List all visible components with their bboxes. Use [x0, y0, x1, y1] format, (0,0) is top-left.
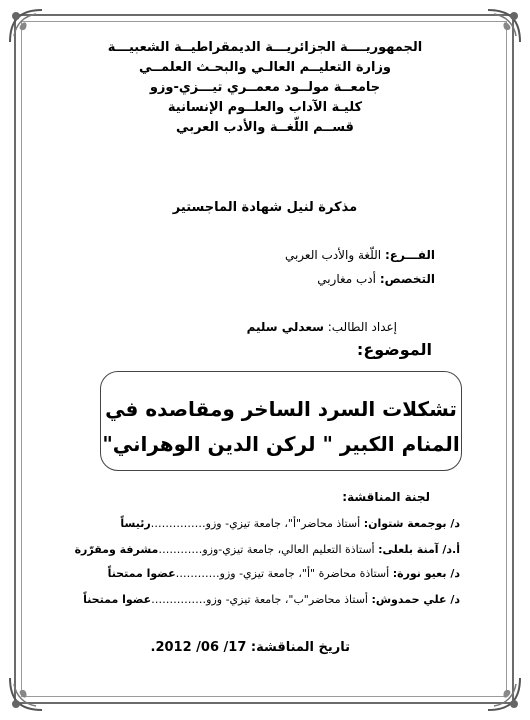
student-label: إعداد الطالب: [327, 320, 397, 334]
member-name: د/ بعيو نورة: [392, 567, 460, 580]
institution-header [60, 38, 470, 138]
floral-corner-ornament-icon [6, 6, 46, 46]
defense-date [150, 640, 350, 655]
member-description: أستاذة التعليم العالي، جامعة تيزي-وزو………… [158, 543, 379, 556]
thesis-title-line-1: تشكلات السرد الساخر ومقاصده في [105, 397, 457, 421]
member-description: أستاذ محاضر"ب"، جامعة تيزي- وزو…………… [151, 593, 372, 606]
specialty-label: التخصص: [379, 272, 435, 286]
committee-member [75, 543, 460, 556]
member-role: عضوا ممتحناً [83, 593, 152, 606]
member-role: مشرفة ومقرّرة [74, 543, 159, 556]
floral-corner-ornament-icon [484, 6, 524, 46]
member-description: أستاذة محاضرة "أ"، جامعة تيزي- وزو………… [175, 567, 393, 580]
member-name: د/ بوجمعة شتوان: [363, 517, 460, 530]
branch-label: الفـــرع: [384, 248, 435, 262]
degree-title: مذكرة لنيل شهادة الماجستير [172, 200, 358, 215]
student-line [247, 320, 397, 334]
ministry-name: وزارة التعليــم العالـي والبحـث العلمــي [138, 60, 392, 75]
defense-date-value: 17/ 06/ 2012. [150, 640, 247, 655]
department-name: قســم اللّغــة والأدب العربي [176, 120, 354, 135]
floral-corner-ornament-icon [6, 674, 46, 714]
committee-member [120, 517, 460, 530]
member-description: أستاذ محاضر"أ"، جامعة تيزي- وزو…………… [150, 517, 364, 530]
subject-label: الموضوع: [356, 340, 432, 359]
floral-corner-ornament-icon [484, 674, 524, 714]
thesis-title-line-2: المنام الكبير " لركن الدين الوهراني" [102, 432, 460, 456]
branch-line [285, 248, 435, 262]
republic-name: الجمهوريــــة الجزائريـــة الديمقراطيــة الشعبيـــة [107, 40, 423, 55]
specialty-line [317, 272, 435, 286]
committee-title: لجنة المناقشة: [342, 490, 430, 504]
member-role: رئيساً [120, 517, 151, 530]
member-role: عضوا ممتحناً [107, 567, 176, 580]
member-name: د/ علي حمدوش: [371, 593, 460, 606]
student-name: سعدلي سليم [246, 320, 324, 334]
branch-value: اللّغة والأدب العربي [284, 248, 382, 262]
defense-date-label: تاريخ المناقشة: [250, 640, 350, 655]
thesis-title-box [100, 371, 462, 471]
specialty-value: أدب مغاربي [317, 272, 376, 286]
faculty-name: كليـة الآداب والعلــوم الإنسانية [167, 100, 363, 115]
committee-member [83, 593, 460, 606]
university-name: جامعــة مولــود معمــري تيـــزي-وزو [149, 80, 381, 95]
member-name: أ.د/ آمنة بلعلى: [378, 543, 460, 556]
committee-member [108, 567, 460, 580]
